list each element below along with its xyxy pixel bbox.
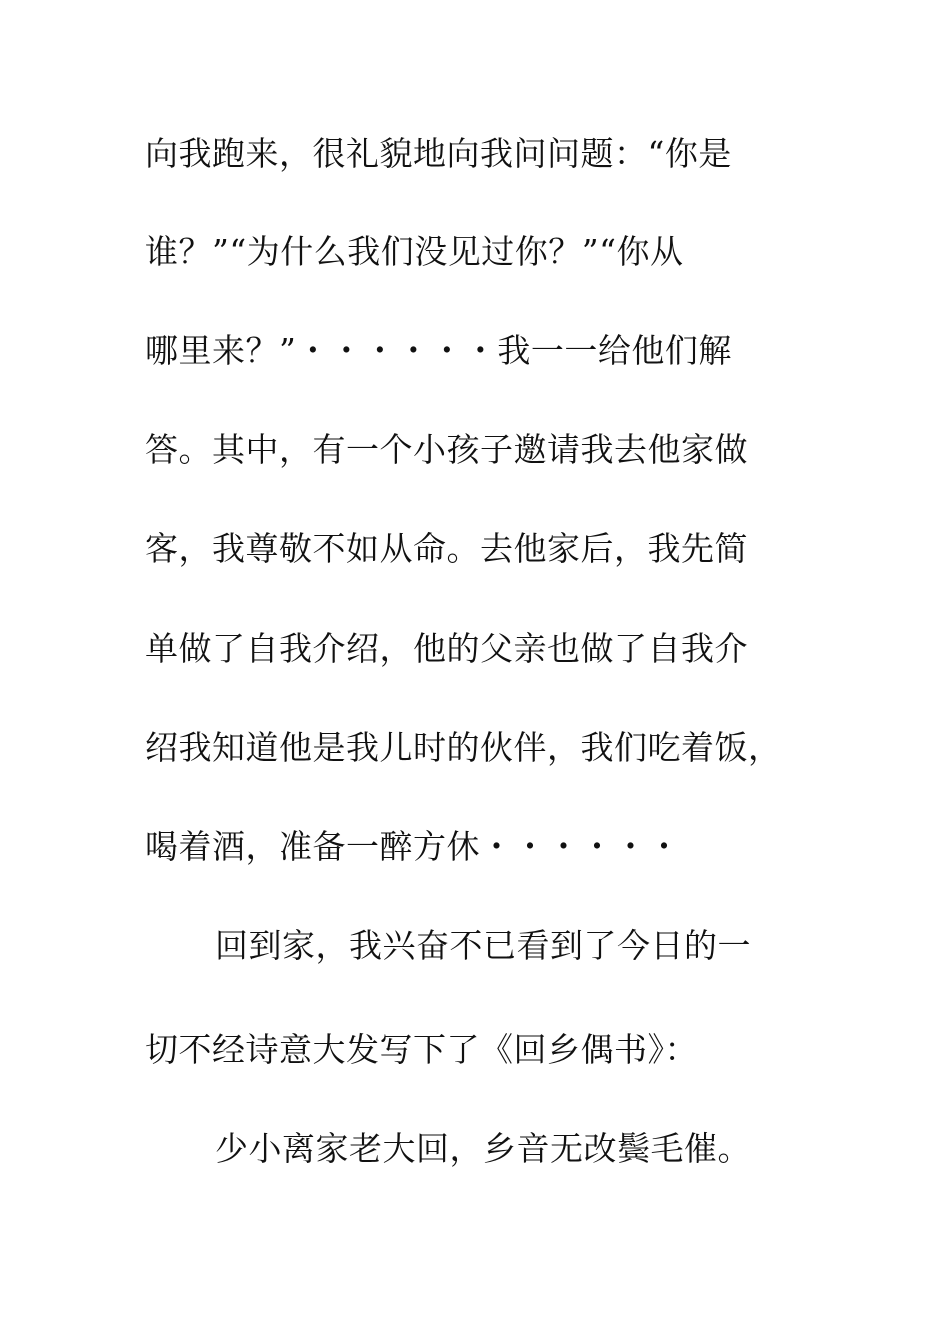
text-line: 客，我尊敬不如从命。去他家后，我先简 (145, 529, 748, 568)
text-line: 答。其中，有一个小孩子邀请我去他家做 (145, 430, 748, 469)
text-line: 喝着酒，准备一醉方休・・・・・・ (145, 827, 681, 866)
text-line: 绍我知道他是我儿时的伙伴，我们吃着饭， (145, 728, 782, 767)
text-line: 谁？”“为什么我们没见过你？”“你从 (145, 232, 684, 271)
text-line: 向我跑来，很礼貌地向我问问题：“你是 (145, 134, 732, 173)
text-line: 单做了自我介绍，他的父亲也做了自我介 (145, 629, 748, 668)
paragraph-first-line: 回到家，我兴奋不已看到了今日的一 (215, 926, 751, 965)
poem-line: 少小离家老大回，乡音无改鬓毛催。 (215, 1129, 751, 1168)
text-line: 切不经诗意大发写下了《回乡偶书》： (145, 1030, 698, 1069)
text-line: 哪里来？”・・・・・・我一一给他们解 (145, 331, 732, 370)
